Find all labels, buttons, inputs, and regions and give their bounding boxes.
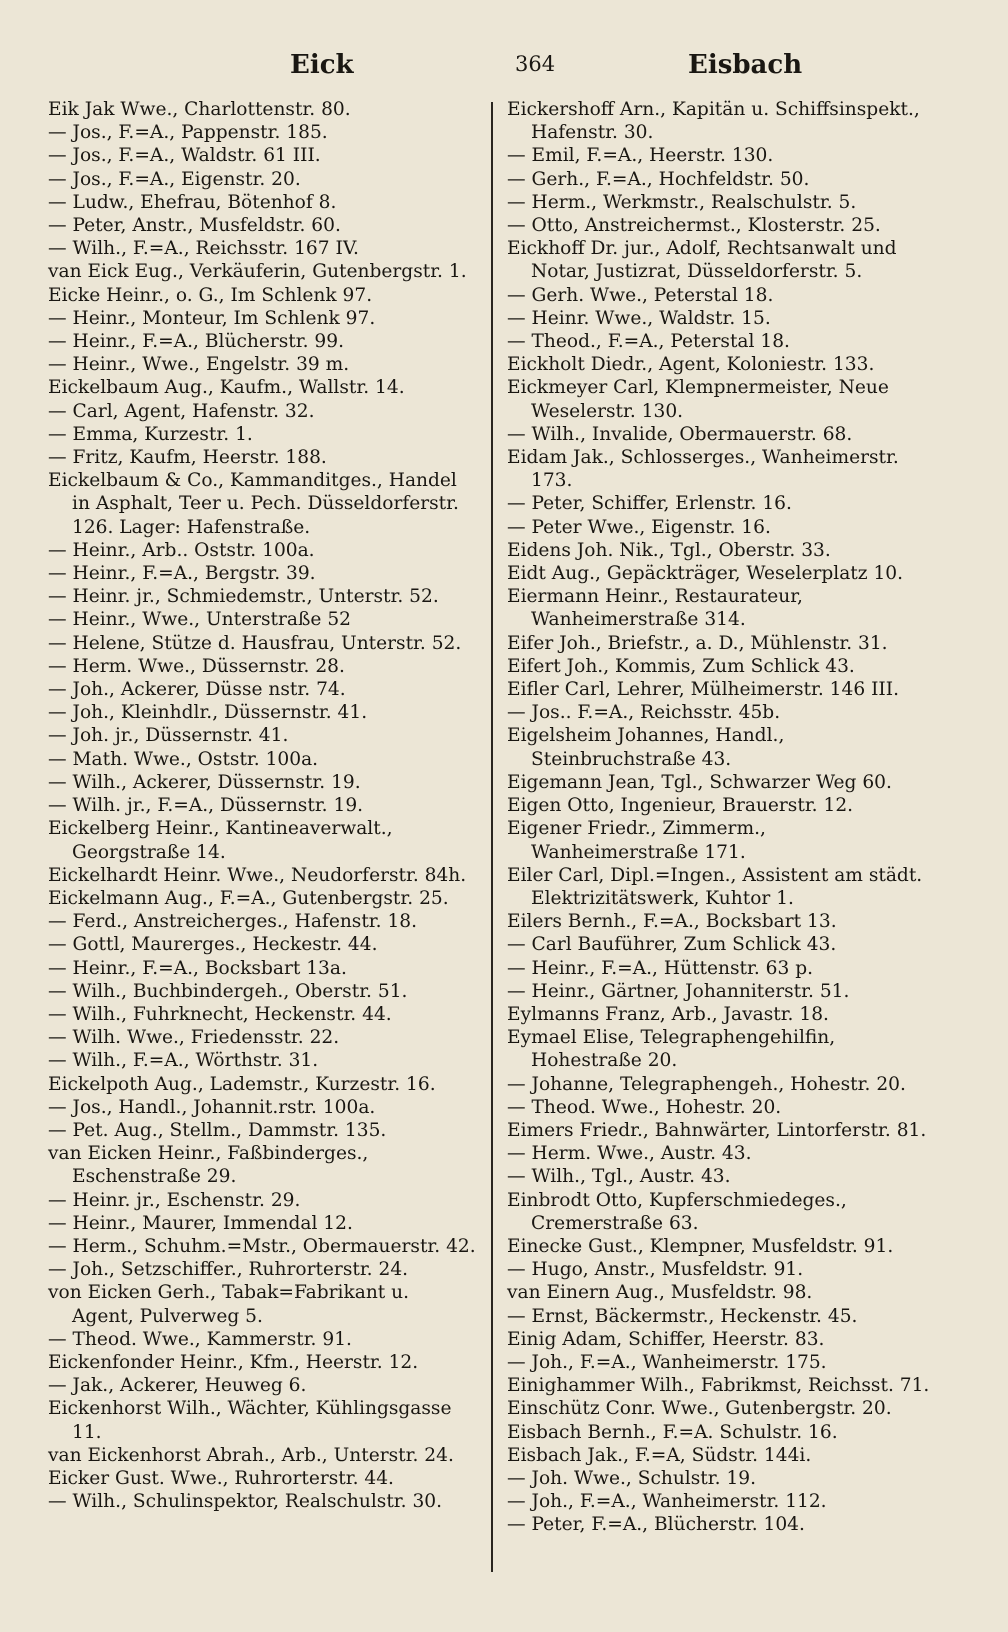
directory-entry: — Carl, Agent, Hafenstr. 32. <box>48 400 315 422</box>
directory-entry: Einig Adam, Schiffer, Heerstr. 83. <box>507 1328 825 1350</box>
directory-entry: Eigener Friedr., Zimmerm., Wanheimerstraße 171. <box>507 818 766 863</box>
directory-entry: — Heinr., F.=A., Blücherstr. 99. <box>48 331 344 353</box>
directory-entry: van Eickenhorst Abrah., Arb., Unterstr. 24. <box>48 1444 454 1466</box>
directory-entry: — Wilh., Schulinspektor, Realschulstr. 30. <box>48 1491 443 1513</box>
directory-entry: — Heinr., Monteur, Im Schlenk 97. <box>48 307 376 329</box>
directory-entry: — Wilh. jr., F.=A., Düssernstr. 19. <box>48 795 364 817</box>
directory-entry: — Heinr. jr., Schmiedemstr., Unterstr. 52. <box>48 586 439 608</box>
directory-entry: — Helene, Stütze d. Hausfrau, Unterstr. 52. <box>48 632 462 654</box>
directory-entry: Eickhoff Dr. jur., Adolf, Rechtsanwalt und Notar, Justizrat, Düsseldorferstr. 5. <box>507 238 897 283</box>
directory-entry: — Gerh. Wwe., Peterstal 18. <box>507 284 774 306</box>
directory-entry: — Math. Wwe., Oststr. 100a. <box>48 748 319 770</box>
directory-entry: — Herm. Wwe., Austr. 43. <box>507 1143 752 1165</box>
directory-entry: Eifler Carl, Lehrer, Mülheimerstr. 146 III. <box>507 679 900 701</box>
directory-entry: — Peter, Schiffer, Erlenstr. 16. <box>507 493 792 515</box>
directory-entry: Eickelberg Heinr., Kantineaverwalt., Georgstraße 14. <box>48 818 393 863</box>
directory-entry: Eigemann Jean, Tgl., Schwarzer Weg 60. <box>507 771 892 793</box>
directory-entry: — Heinr. Wwe., Waldstr. 15. <box>507 307 771 329</box>
directory-entry: Eifert Joh., Kommis, Zum Schlick 43. <box>507 655 855 677</box>
directory-entry: van Einern Aug., Musfeldstr. 98. <box>507 1282 813 1304</box>
directory-entry: Eisbach Jak., F.=A, Südstr. 144i. <box>507 1444 812 1466</box>
directory-entry: — Ferd., Anstreicherges., Hafenstr. 18. <box>48 911 418 933</box>
directory-entry: — Gerh., F.=A., Hochfeldstr. 50. <box>507 168 810 190</box>
directory-entry: Eickholt Diedr., Agent, Koloniestr. 133. <box>507 354 875 376</box>
directory-entry: — Emma, Kurzestr. 1. <box>48 423 253 445</box>
directory-entry: Eickmeyer Carl, Klempnermeister, Neue Weselerstr. 130. <box>507 377 889 422</box>
directory-entry: Eickelbaum Aug., Kaufm., Wallstr. 14. <box>48 377 405 399</box>
directory-entry: Eickenfonder Heinr., Kfm., Heerstr. 12. <box>48 1351 419 1373</box>
directory-entry: — Jos.. F.=A., Reichsstr. 45b. <box>507 702 781 724</box>
directory-entry: — Fritz, Kaufm, Heerstr. 188. <box>48 447 327 469</box>
directory-entry: — Wilh., Buchbindergeh., Oberstr. 51. <box>48 980 408 1002</box>
directory-entry: Eickelhardt Heinr. Wwe., Neudorferstr. 84h. <box>48 864 467 886</box>
column-divider <box>491 102 493 1572</box>
directory-entry: — Wilh., F.=A., Wörthstr. 31. <box>48 1050 319 1072</box>
directory-entry: — Heinr., F.=A., Bocksbart 13a. <box>48 957 347 979</box>
directory-entry: — Joh., F.=A., Wanheimerstr. 112. <box>507 1491 827 1513</box>
header-left-word: Eick <box>290 50 354 80</box>
directory-entry: — Heinr., Maurer, Immendal 12. <box>48 1212 353 1234</box>
directory-entry: — Joh., F.=A., Wanheimerstr. 175. <box>507 1351 827 1373</box>
directory-entry: Eiler Carl, Dipl.=Ingen., Assistent am städt. Elektrizitätswerk, Kuhtor 1. <box>507 864 923 909</box>
directory-entry: Eickenhorst Wilh., Wächter, Kühlingsgasse 11. <box>48 1398 452 1443</box>
directory-entry: Eymael Elise, Telegraphengehilfin, Hohestraße 20. <box>507 1027 836 1072</box>
directory-entry: — Jos., Handl., Johannit.rstr. 100a. <box>48 1096 376 1118</box>
directory-entry: von Eicken Gerh., Tabak=Fabrikant u. Agent, Pulverweg 5. <box>48 1282 410 1327</box>
directory-entry: — Emil, F.=A., Heerstr. 130. <box>507 145 774 167</box>
directory-entry: — Ludw., Ehefrau, Bötenhof 8. <box>48 191 337 213</box>
directory-entry: — Johanne, Telegraphengeh., Hohestr. 20. <box>507 1073 906 1095</box>
directory-entry: — Joh. Wwe., Schulstr. 19. <box>507 1467 757 1489</box>
directory-entry: — Jos., F.=A., Waldstr. 61 III. <box>48 145 321 167</box>
directory-entry: — Heinr., F.=A., Bergstr. 39. <box>48 563 316 585</box>
directory-entry: — Joh. jr., Düssernstr. 41. <box>48 725 289 747</box>
directory-entry: — Otto, Anstreichermst., Klosterstr. 25. <box>507 215 881 237</box>
directory-entry: — Jak., Ackerer, Heuweg 6. <box>48 1375 307 1397</box>
directory-entry: — Theod. Wwe., Kammerstr. 91. <box>48 1328 352 1350</box>
directory-entry: — Wilh., Ackerer, Düssernstr. 19. <box>48 771 361 793</box>
directory-entry: — Gottl, Maurerges., Heckestr. 44. <box>48 934 378 956</box>
header-right-word: Eisbach <box>688 50 803 80</box>
page-header <box>40 50 970 90</box>
directory-entry: van Eicken Heinr., Faßbinderges., Eschenstraße 29. <box>48 1143 369 1188</box>
directory-entry: — Joh., Kleinhdlr., Düssernstr. 41. <box>48 702 368 724</box>
directory-entry: — Wilh., Fuhrknecht, Heckenstr. 44. <box>48 1003 392 1025</box>
directory-entry: Eidens Joh. Nik., Tgl., Oberstr. 33. <box>507 539 831 561</box>
directory-entry: Eigen Otto, Ingenieur, Brauerstr. 12. <box>507 795 854 817</box>
directory-entry: — Hugo, Anstr., Musfeldstr. 91. <box>507 1259 804 1281</box>
directory-entry: Eidam Jak., Schlosserges., Wanheimerstr. 173. <box>507 447 899 492</box>
directory-entry: — Theod. Wwe., Hohestr. 20. <box>507 1096 782 1118</box>
directory-entry: Eidt Aug., Gepäckträger, Weselerplatz 10. <box>507 563 904 585</box>
directory-entry: — Heinr., F.=A., Hüttenstr. 63 p. <box>507 957 814 979</box>
directory-entry: Eisbach Bernh., F.=A. Schulstr. 16. <box>507 1421 838 1443</box>
directory-entry: Eickelbaum & Co., Kammanditges., Handel in Asphalt, Teer u. Pech. Düsseldorferstr. 126. Lager: Hafenstraße. <box>48 470 459 538</box>
directory-entry: Einbrodt Otto, Kupferschmiedeges., Cremerstraße 63. <box>507 1189 847 1234</box>
directory-entry: van Eick Eug., Verkäuferin, Gutenbergstr. 1. <box>48 261 467 283</box>
directory-entry: — Heinr. jr., Eschenstr. 29. <box>48 1189 301 1211</box>
directory-entry: — Heinr., Gärtner, Johanniterstr. 51. <box>507 980 850 1002</box>
page-number: 364 <box>515 52 556 76</box>
directory-entry: — Herm., Schuhm.=Mstr., Obermauerstr. 42. <box>48 1235 476 1257</box>
left-column <box>48 98 476 1513</box>
directory-entry: Einecke Gust., Klempner, Musfeldstr. 91. <box>507 1235 894 1257</box>
directory-entry: — Herm., Werkmstr., Realschulstr. 5. <box>507 191 857 213</box>
directory-entry: Eickelpoth Aug., Lademstr., Kurzestr. 16. <box>48 1073 436 1095</box>
directory-entry: — Theod., F.=A., Peterstal 18. <box>507 331 790 353</box>
directory-entry: — Peter Wwe., Eigenstr. 16. <box>507 516 771 538</box>
directory-entry: — Pet. Aug., Stellm., Dammstr. 135. <box>48 1119 387 1141</box>
right-column <box>507 98 939 1537</box>
directory-entry: — Peter, F.=A., Blücherstr. 104. <box>507 1514 805 1536</box>
directory-entry: — Carl Bauführer, Zum Schlick 43. <box>507 934 837 956</box>
directory-entry: Einschütz Conr. Wwe., Gutenbergstr. 20. <box>507 1398 892 1420</box>
directory-entry: — Ernst, Bäckermstr., Heckenstr. 45. <box>507 1305 858 1327</box>
directory-entry: — Heinr., Wwe., Unterstraße 52 <box>48 609 351 631</box>
directory-entry: Einighammer Wilh., Fabrikmst, Reichsst. 71. <box>507 1375 930 1397</box>
directory-entry: — Jos., F.=A., Eigenstr. 20. <box>48 168 301 190</box>
directory-entry: — Joh., Ackerer, Düsse nstr. 74. <box>48 679 346 701</box>
directory-entry: Eik Jak Wwe., Charlottenstr. 80. <box>48 99 351 120</box>
directory-entry: — Jos., F.=A., Pappenstr. 185. <box>48 122 328 144</box>
directory-entry: Eilers Bernh., F.=A., Bocksbart 13. <box>507 911 837 933</box>
directory-entry: — Herm. Wwe., Düssernstr. 28. <box>48 655 345 677</box>
directory-entry: Eickelmann Aug., F.=A., Gutenbergstr. 25. <box>48 887 449 909</box>
directory-entry: — Peter, Anstr., Musfeldstr. 60. <box>48 215 341 237</box>
directory-entry: Eigelsheim Johannes, Handl., Steinbruchstraße 43. <box>507 725 785 770</box>
directory-entry: Eickershoff Arn., Kapitän u. Schiffsinspekt., Hafenstr. 30. <box>507 99 920 144</box>
directory-entry: — Wilh., F.=A., Reichsstr. 167 IV. <box>48 238 359 260</box>
directory-entry: Eiermann Heinr., Restaurateur, Wanheimerstraße 314. <box>507 586 803 631</box>
directory-entry: Eifer Joh., Briefstr., a. D., Mühlenstr. 31. <box>507 632 888 654</box>
directory-entry: Eimers Friedr., Bahnwärter, Lintorferstr. 81. <box>507 1119 927 1141</box>
directory-entry: — Wilh., Tgl., Austr. 43. <box>507 1166 731 1188</box>
directory-entry: — Heinr., Arb.. Oststr. 100a. <box>48 539 315 561</box>
directory-entry: — Wilh. Wwe., Friedensstr. 22. <box>48 1027 340 1049</box>
directory-entry: — Heinr., Wwe., Engelstr. 39 m. <box>48 354 350 376</box>
directory-entry: Eicke Heinr., o. G., Im Schlenk 97. <box>48 284 373 306</box>
directory-entry: — Joh., Setzschiffer., Ruhrorterstr. 24. <box>48 1259 409 1281</box>
directory-entry: Eylmanns Franz, Arb., Javastr. 18. <box>507 1003 829 1025</box>
directory-entry: Eicker Gust. Wwe., Ruhrorterstr. 44. <box>48 1467 394 1489</box>
directory-entry: — Wilh., Invalide, Obermauerstr. 68. <box>507 423 853 445</box>
